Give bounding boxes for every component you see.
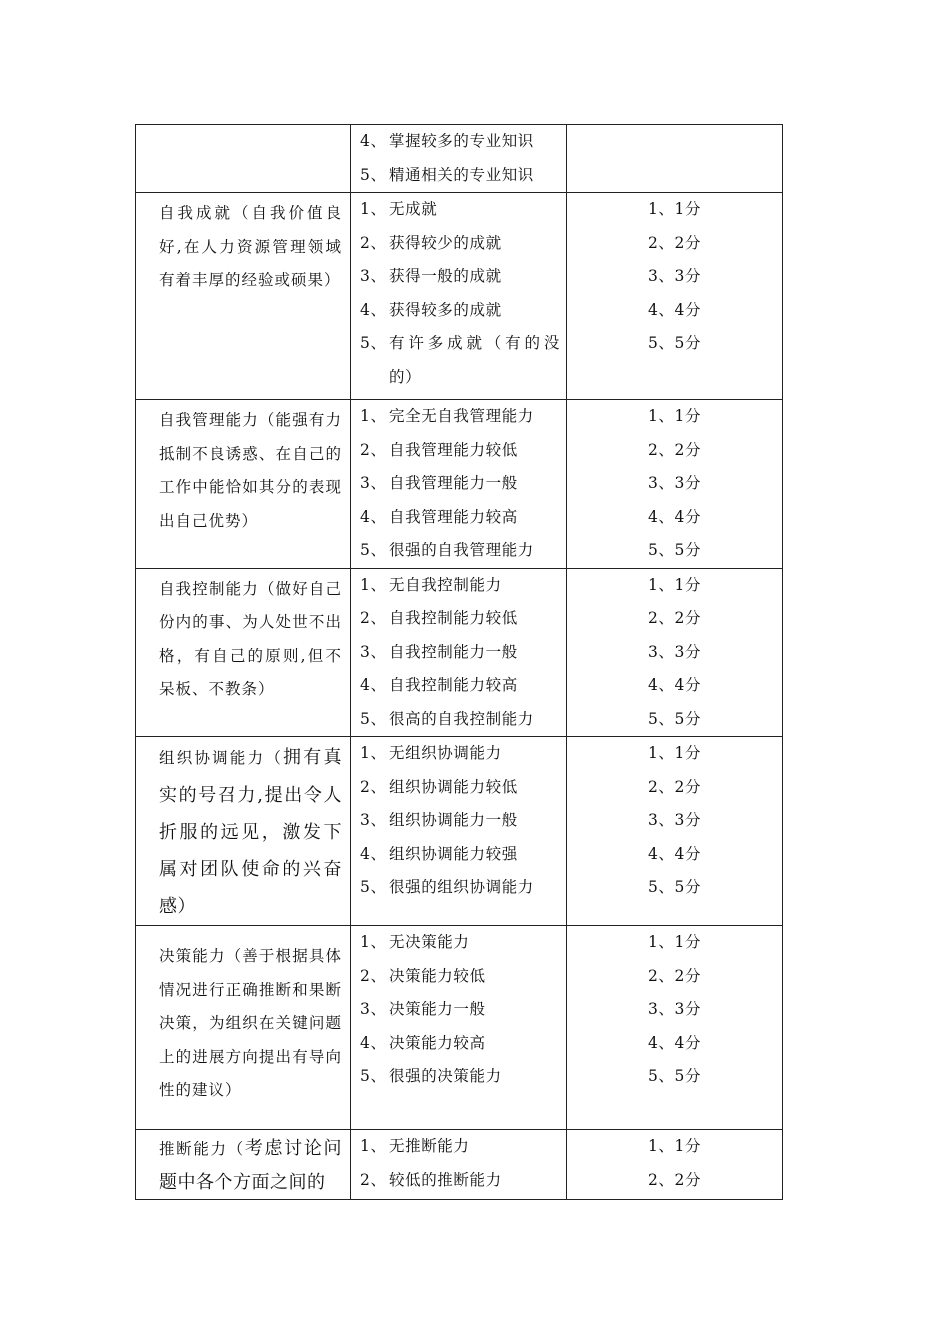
criterion-cell bbox=[136, 125, 351, 193]
criterion-cell bbox=[136, 193, 351, 400]
scores-cell bbox=[567, 1130, 783, 1200]
level-item: 2、 获得较少的成就 bbox=[360, 233, 502, 252]
scores-cell bbox=[567, 125, 783, 193]
score-item: 1、1分 bbox=[647, 575, 702, 594]
level-item: 5、 很高的自我控制能力 bbox=[360, 709, 534, 728]
table-row bbox=[136, 400, 783, 569]
level-item: 2、 较低的推断能力 bbox=[360, 1170, 502, 1189]
score-item: 2、2分 bbox=[647, 777, 702, 796]
evaluation-table bbox=[135, 124, 783, 1200]
score-item: 5、5分 bbox=[647, 1067, 702, 1085]
levels-cell bbox=[351, 1130, 567, 1200]
criterion-text: 自我管理能力（能强有力抵制不良诱惑、在自己的工作中能恰如其分的表现出自己优势） bbox=[159, 411, 342, 530]
level-item: 4、 掌握较多的专业知识 bbox=[360, 132, 534, 150]
score-item: 5、5分 bbox=[647, 334, 702, 352]
score-item: 3、3分 bbox=[647, 811, 702, 829]
level-item: 5、 很强的组织协调能力 bbox=[360, 878, 534, 896]
level-item: 3、 获得一般的成就 bbox=[360, 267, 502, 285]
criterion-text: 自我成就（自我价值良好,在人力资源管理领域有着丰厚的经验或硕果） bbox=[159, 204, 342, 289]
table-row bbox=[136, 737, 783, 926]
level-item: 3、 自我管理能力一般 bbox=[360, 474, 518, 492]
scores-cell bbox=[567, 193, 783, 400]
level-item: 4、 获得较多的成就 bbox=[360, 300, 502, 319]
level-item: 2、 决策能力较低 bbox=[360, 966, 486, 985]
criterion-text: 自我控制能力（做好自己份内的事、为人处世不出格，有自己的原则,但不呆板、不教条） bbox=[159, 579, 342, 698]
levels-cell bbox=[351, 926, 567, 1130]
level-item: 1、 无自我控制能力 bbox=[360, 575, 502, 594]
score-item: 2、2分 bbox=[647, 1170, 702, 1189]
level-item: 5、 精通相关的专业知识 bbox=[360, 165, 534, 184]
level-item: 1、 无成就 bbox=[360, 200, 438, 218]
levels-cell bbox=[351, 400, 567, 569]
score-item: 5、5分 bbox=[647, 541, 702, 559]
score-item: 4、4分 bbox=[647, 300, 702, 319]
level-item: 4、 自我管理能力较高 bbox=[360, 507, 518, 526]
score-item: 1、1分 bbox=[647, 1137, 702, 1155]
level-item: 4、 决策能力较高 bbox=[360, 1033, 486, 1052]
score-item: 4、4分 bbox=[647, 507, 702, 526]
criterion-text: 组织协调能力（拥有真实的号召力,提出令人折服的远见，激发下属对团队使命的兴奋感） bbox=[159, 747, 342, 917]
score-item: 3、3分 bbox=[647, 267, 702, 285]
level-item: 2、 组织协调能力较低 bbox=[360, 777, 518, 796]
table-row bbox=[136, 568, 783, 737]
criterion-cell bbox=[136, 926, 351, 1130]
score-item: 2、2分 bbox=[647, 966, 702, 985]
table-row bbox=[136, 1130, 783, 1200]
criterion-cell bbox=[136, 1130, 351, 1200]
levels-cell bbox=[351, 193, 567, 400]
level-item: 3、 组织协调能力一般 bbox=[360, 811, 518, 829]
scores-cell bbox=[567, 737, 783, 926]
score-item: 3、3分 bbox=[647, 642, 702, 661]
level-item: 1、 完全无自我管理能力 bbox=[360, 407, 534, 425]
score-item: 1、1分 bbox=[647, 933, 702, 951]
score-item: 2、2分 bbox=[647, 233, 702, 252]
score-item: 4、4分 bbox=[647, 1033, 702, 1052]
score-item: 4、4分 bbox=[647, 676, 702, 694]
level-item: 4、 组织协调能力较强 bbox=[360, 844, 518, 863]
score-item: 3、3分 bbox=[647, 474, 702, 492]
scores-cell bbox=[567, 568, 783, 737]
level-item: 1、 无决策能力 bbox=[360, 933, 470, 951]
level-item: 1、 无组织协调能力 bbox=[360, 744, 502, 762]
level-item: 4、 自我控制能力较高 bbox=[360, 676, 518, 694]
score-item: 1、1分 bbox=[647, 200, 702, 218]
score-item: 5、5分 bbox=[647, 709, 702, 728]
level-item: 5、 有许多成就（有的没 bbox=[360, 334, 560, 352]
level-item: 2、 自我控制能力较低 bbox=[360, 609, 518, 627]
table-row bbox=[136, 125, 783, 193]
criterion-text: 决策能力（善于根据具体情况进行正确推断和果断决策，为组织在关键问题上的进展方向提出有导向性的建议） bbox=[159, 947, 342, 1099]
score-item: 1、1分 bbox=[647, 744, 702, 762]
evaluation-table-page bbox=[135, 124, 782, 1200]
level-item: 2、 自我管理能力较低 bbox=[360, 440, 518, 459]
score-item: 4、4分 bbox=[647, 844, 702, 863]
levels-cell bbox=[351, 125, 567, 193]
level-item: 3、 自我控制能力一般 bbox=[360, 642, 518, 661]
score-item: 2、2分 bbox=[647, 440, 702, 459]
score-item: 1、1分 bbox=[647, 407, 702, 425]
scores-cell bbox=[567, 400, 783, 569]
level-item: 5、 很强的决策能力 bbox=[360, 1067, 502, 1085]
criterion-cell bbox=[136, 737, 351, 926]
table-row bbox=[136, 193, 783, 400]
level-item-continued: 的） bbox=[389, 367, 422, 386]
score-item: 3、3分 bbox=[647, 1000, 702, 1018]
score-item: 5、5分 bbox=[647, 878, 702, 896]
criterion-cell bbox=[136, 568, 351, 737]
table-row bbox=[136, 926, 783, 1130]
level-item: 1、 无推断能力 bbox=[360, 1137, 470, 1155]
level-item: 5、 很强的自我管理能力 bbox=[360, 541, 534, 559]
levels-cell bbox=[351, 737, 567, 926]
scores-cell bbox=[567, 926, 783, 1130]
criterion-text: 推断能力（考虑讨论问题中各个方面之间的 bbox=[159, 1138, 342, 1193]
level-item: 3、 决策能力一般 bbox=[360, 1000, 486, 1018]
criterion-cell bbox=[136, 400, 351, 569]
score-item: 2、2分 bbox=[647, 609, 702, 627]
levels-cell bbox=[351, 568, 567, 737]
